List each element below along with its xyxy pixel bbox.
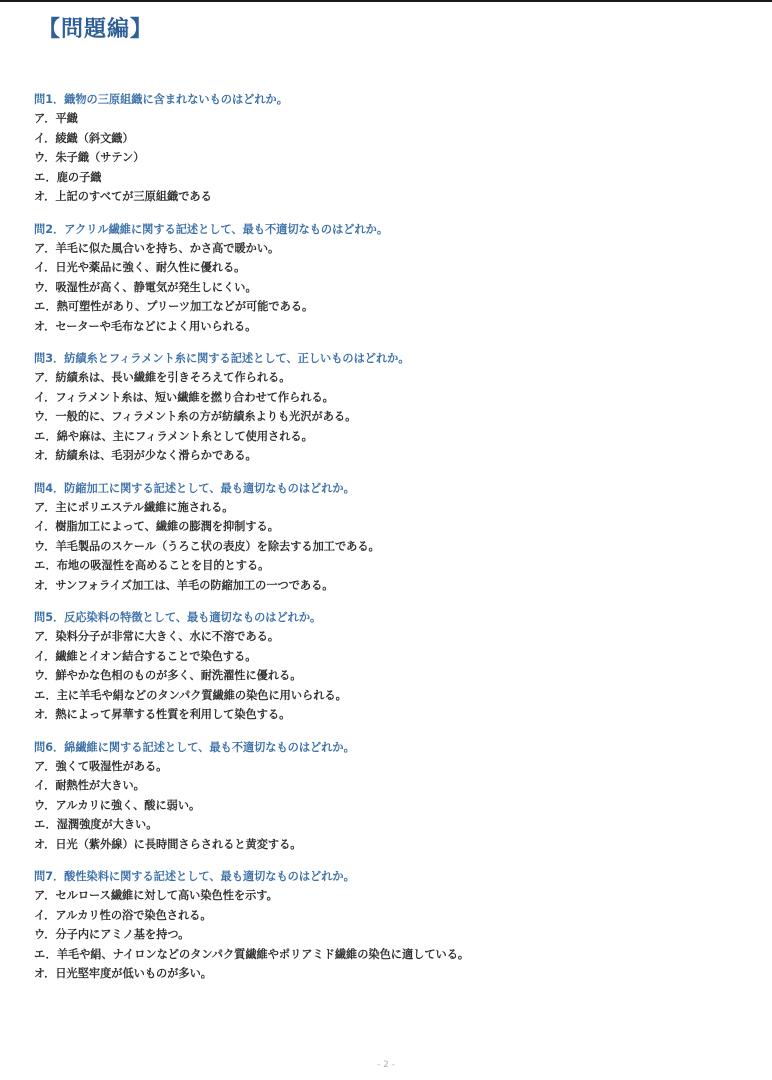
answer-option: オ．サンフォライズ加工は、羊毛の防縮加工の一つである。: [34, 578, 334, 592]
answer-option: ア．羊毛に似た風合いを持ち、かさ高で暖かい。: [34, 241, 280, 255]
question-block: [34, 608, 754, 725]
answer-option: エ．綿や麻は、主にフィラメント糸として使用される。: [34, 429, 313, 443]
answer-option: エ．熱可塑性があり、プリーツ加工などが可能である。: [34, 300, 314, 313]
answer-option: ア．染料分子が非常に大きく、水に不溶である。: [34, 630, 280, 643]
answer-options: [34, 239, 754, 337]
answer-option: エ．羊毛や絹、ナイロンなどのタンパク質繊維やポリアミド繊維の染色に適している。: [34, 947, 470, 961]
answer-option: オ．紡績糸は、毛羽が少なく滑らかである。: [34, 449, 257, 462]
answer-option: ウ．羊毛製品のスケール（うろこ状の表皮）を除去する加工である。: [34, 539, 380, 553]
question-heading: 問6．綿繊維に関する記述として、最も不適切なものはどれか。: [34, 740, 355, 754]
answer-option: ア．セルロース繊維に対して高い染色性を示す。: [34, 889, 278, 902]
page-number: - 2 -: [377, 1060, 395, 1070]
answer-options: [34, 627, 754, 725]
question-heading: 問4．防縮加工に関する記述として、最も適切なものはどれか。: [34, 481, 355, 495]
page-title: 【問題編】: [38, 17, 154, 42]
answer-options: [34, 757, 754, 855]
answer-option: オ．セーターや毛布などによく用いられる。: [34, 319, 257, 333]
answer-option: イ．フィラメント糸は、短い繊維を撚り合わせて作られる。: [34, 390, 334, 404]
answer-option: ア．平織: [34, 112, 78, 125]
answer-option: ウ．分子内にアミノ基を持つ。: [34, 928, 190, 941]
answer-option: ウ．朱子織（サテン）: [34, 151, 145, 164]
question-heading: 問1．織物の三原組織に含まれないものはどれか。: [34, 93, 288, 106]
answer-option: イ．綾織（斜文織）: [34, 131, 134, 145]
answer-options: [34, 498, 754, 596]
answer-option: オ．日光（紫外線）に長時間さらされると黄変する。: [34, 837, 302, 851]
answer-option: ア．主にポリエステル繊維に施される。: [34, 500, 234, 514]
question-block: [34, 867, 754, 984]
question-heading: 問3．紡績糸とフィラメント糸に関する記述として、正しいものはどれか。: [34, 352, 410, 365]
answer-options: [34, 368, 754, 466]
top-rule: [0, 0, 772, 2]
answer-option: ウ．吸湿性が高く、静電気が発生しにくい。: [34, 280, 257, 294]
answer-option: イ．耐熱性が大きい。: [34, 779, 145, 792]
question-block: [34, 738, 754, 855]
answer-option: オ．上記のすべてが三原組織である: [34, 190, 212, 203]
answer-option: ウ．鮮やかな色相のものが多く、耐洗濯性に優れる。: [34, 669, 302, 682]
question-heading: 問7．酸性染料に関する記述として、最も適切なものはどれか。: [34, 870, 355, 883]
answer-option: エ．布地の吸湿性を高めることを目的とする。: [34, 559, 270, 572]
answer-options: [34, 886, 754, 984]
question-list: [34, 90, 754, 997]
answer-option: ア．紡績糸は、長い繊維を引きそろえて作られる。: [34, 371, 291, 384]
answer-options: [34, 109, 754, 207]
answer-option: ウ．一般的に、フィラメント糸の方が紡績糸よりも光沢がある。: [34, 410, 357, 423]
answer-option: イ．樹脂加工によって、繊維の膨潤を抑制する。: [34, 520, 279, 533]
answer-option: オ．日光堅牢度が低いものが多い。: [34, 967, 212, 980]
answer-option: エ．湿潤強度が大きい。: [34, 818, 158, 831]
question-heading: 問5．反応染料の特徴として、最も適切なものはどれか。: [34, 611, 322, 624]
answer-option: イ．繊維とイオン結合することで染色する。: [34, 649, 257, 663]
question-block: [34, 220, 754, 337]
question-block: [34, 349, 754, 466]
answer-option: エ．鹿の子織: [34, 170, 102, 184]
answer-option: イ．日光や薬品に強く、耐久性に優れる。: [34, 261, 246, 274]
question-heading: 問2．アクリル繊維に関する記述として、最も不適切なものはどれか。: [34, 222, 389, 236]
answer-option: ウ．アルカリに強く、酸に弱い。: [34, 798, 201, 812]
question-block: [34, 479, 754, 596]
answer-option: イ．アルカリ性の浴で染色される。: [34, 908, 212, 922]
answer-option: ア．強くて吸湿性がある。: [34, 759, 168, 773]
question-block: [34, 90, 754, 207]
answer-option: オ．熱によって昇華する性質を利用して染色する。: [34, 708, 291, 721]
answer-option: エ．主に羊毛や絹などのタンパク質繊維の染色に用いられる。: [34, 688, 347, 702]
